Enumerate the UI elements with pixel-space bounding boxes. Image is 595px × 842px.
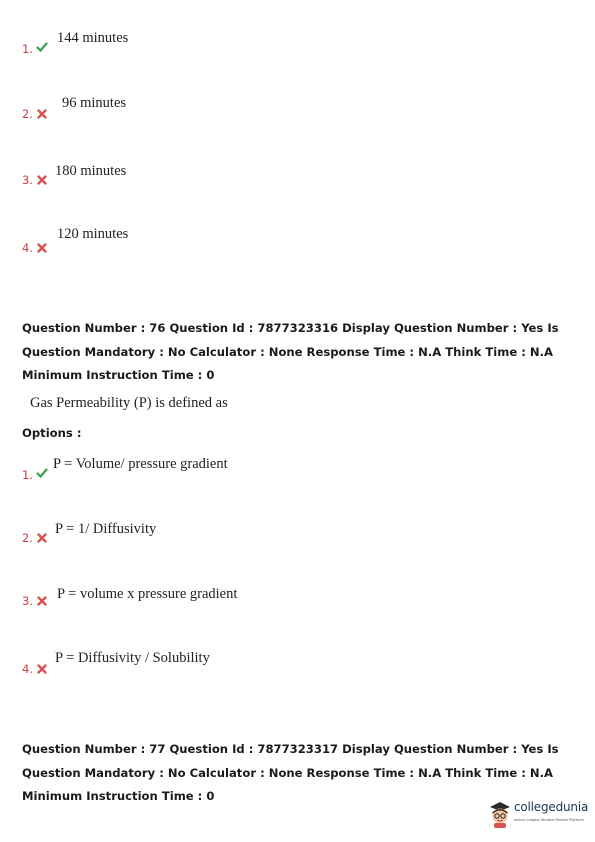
option-row xyxy=(0,95,595,135)
option-row xyxy=(0,226,595,266)
logo-tagline: India's Largest Student Review Platform xyxy=(514,818,584,822)
option-text: 144 minutes xyxy=(57,30,129,46)
option-text: P = volume x pressure gradient xyxy=(57,586,238,602)
option-row xyxy=(0,650,595,690)
option-number: 4. xyxy=(22,662,33,676)
option-number: 2. xyxy=(22,531,33,545)
check-icon xyxy=(36,41,48,53)
option-number: 1. xyxy=(22,42,33,56)
option-row xyxy=(0,586,595,626)
option-number: 4. xyxy=(22,241,33,255)
cross-icon xyxy=(36,532,48,544)
option-text: P = 1/ Diffusivity xyxy=(55,521,157,537)
logo-name: collegedunia xyxy=(514,800,589,814)
option-text: 180 minutes xyxy=(55,163,127,179)
option-number: 3. xyxy=(22,173,33,187)
cross-icon xyxy=(36,108,48,120)
question-header: Question Number : 76 Question Id : 7877323316 Display Question Number : Yes Is Question Mandatory : No Calculator : None Response Time : N.A Think Time : N.A Minimum Instruction Time : 0 xyxy=(22,321,559,382)
cross-icon xyxy=(36,174,48,186)
option-text: P = Volume/ pressure gradient xyxy=(53,456,228,472)
option-text: 96 minutes xyxy=(62,95,127,111)
option-text: P = Diffusivity / Solubility xyxy=(55,650,210,666)
option-number: 1. xyxy=(22,468,33,482)
option-row xyxy=(0,521,595,561)
option-text: 120 minutes xyxy=(57,226,129,242)
option-row xyxy=(0,163,595,203)
option-number: 2. xyxy=(22,107,33,121)
options-label: Options : xyxy=(22,426,82,440)
option-row xyxy=(0,456,595,496)
option-row xyxy=(0,30,595,70)
cross-icon xyxy=(36,242,48,254)
question-header: Question Number : 77 Question Id : 7877323317 Display Question Number : Yes Is Question Mandatory : No Calculator : None Response Time : N.A Think Time : N.A Minimum Instruction Time : 0 xyxy=(22,742,559,803)
cross-icon xyxy=(36,595,48,607)
question-text: Gas Permeability (P) is defined as xyxy=(30,395,228,411)
option-number: 3. xyxy=(22,594,33,608)
cross-icon xyxy=(36,663,48,675)
collegedunia-logo xyxy=(488,798,592,834)
graduate-avatar-icon xyxy=(488,800,512,828)
check-icon xyxy=(36,467,48,479)
